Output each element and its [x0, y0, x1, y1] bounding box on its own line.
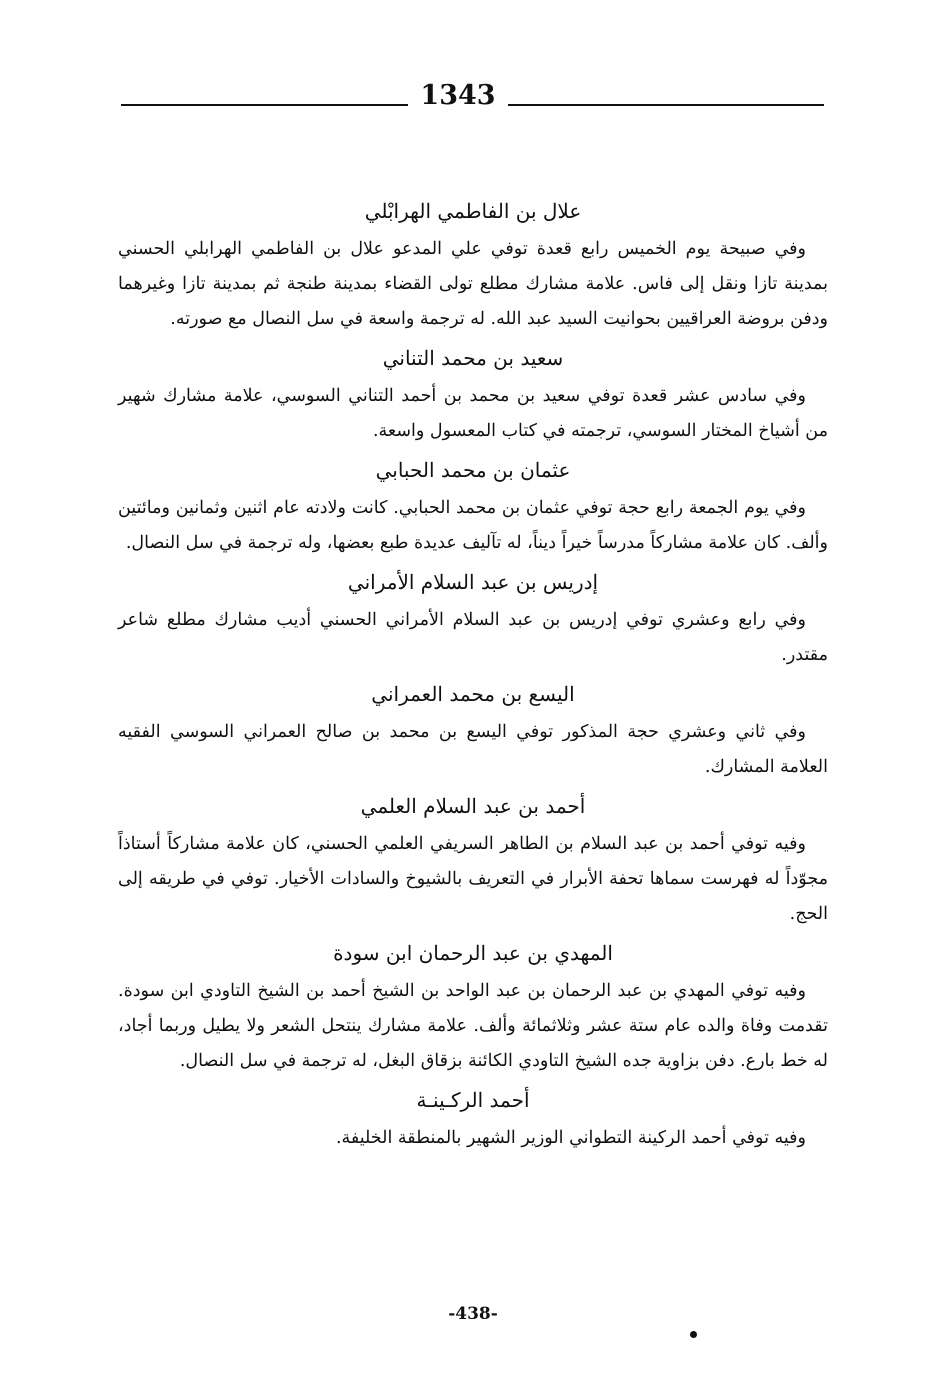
- entry-text: [118, 1121, 828, 1156]
- entry-body: وفي صبيحة يوم الخميس رابع قعدة توفي علي المدعو علال بن الفاطمي الهرابلي الحسني بمدينة تازا ونقل إلى فاس. علامة مشارك مطلع تولى القضاء بمدينة طنجة ثم بمدينة تازا وغيرهما ودفن بروضة العراقيين بحوانيت السيد عبد الله. له ترجمة واسعة في سل النصال مع صورته.: [118, 239, 828, 329]
- entry-body: وفي ثاني وعشري حجة المذكور توفي اليسع بن محمد بن صالح العمراني السوسي الفقيه العلامة المشارك.: [118, 722, 828, 777]
- entry-title: إدريس بن عبد السلام الأمراني: [347, 570, 599, 594]
- entry-body: وفي يوم الجمعة رابع حجة توفي عثمان بن محمد الحبابي. كانت ولادته عام اثنين وثمانين ومائتين وألف. كان علامة مشاركاً مدرساً خيراً ديناً، له تآليف عديدة طبع بعضها، وله ترجمة في سل النصال.: [118, 498, 828, 553]
- page-number: -438-: [448, 1304, 498, 1324]
- entry-title: عثمان بن محمد الحبابي: [375, 458, 571, 482]
- entry-title: اليسع بن محمد العمراني: [371, 682, 575, 706]
- year-heading: 1343: [420, 80, 496, 111]
- entry-title: سعيد بن محمد التناني: [382, 346, 564, 370]
- entry-text: [118, 827, 828, 932]
- entries-list: [118, 190, 828, 1156]
- entry: [118, 455, 828, 561]
- entry: [118, 1085, 828, 1156]
- entry: [118, 343, 828, 449]
- entry: [118, 791, 828, 932]
- entry-text: [118, 491, 828, 561]
- entry-text: [118, 715, 828, 785]
- entry: [118, 938, 828, 1079]
- entry-text: [118, 232, 828, 337]
- entry-body: وفي رابع وعشري توفي إدريس بن عبد السلام الأمراني الحسني أديب مشارك مطلع شاعر مقتدر.: [118, 610, 828, 665]
- entry-text: [118, 974, 828, 1079]
- entry: [118, 567, 828, 673]
- ink-dot: [690, 1331, 697, 1338]
- entry-body: وفيه توفي أحمد بن عبد السلام بن الطاهر السريفي العلمي الحسني، كان علامة مشاركاً أستاذاً مجوّداً له فهرست سماها تحفة الأبرار في التعريف بالشيوخ والسادات الأخيار. توفي في طريقه إلى الحج.: [118, 834, 828, 924]
- header-rule-left: [121, 104, 408, 106]
- page-header: [0, 78, 946, 118]
- entry-title: أحمد بن عبد السلام العلمي: [360, 794, 586, 818]
- header-rule-right: [508, 104, 824, 106]
- entry-title: أحمد الركـينـة: [416, 1088, 530, 1112]
- entry: [118, 196, 828, 337]
- entry-body: وفيه توفي أحمد الركينة التطواني الوزير الشهير بالمنطقة الخليفة.: [335, 1128, 806, 1148]
- entry-body: وفي سادس عشر قعدة توفي سعيد بن محمد بن أحمد التناني السوسي، علامة مشارك شهير من أشياخ المختار السوسي، ترجمته في كتاب المعسول واسعة.: [118, 386, 828, 441]
- entry-text: [118, 379, 828, 449]
- entry-title: المهدي بن عبد الرحمان ابن سودة: [333, 941, 613, 965]
- entry-text: [118, 603, 828, 673]
- entry: [118, 679, 828, 785]
- entry-title: علال بن الفاطمي الهرابْلي: [364, 199, 582, 223]
- entry-body: وفيه توفي المهدي بن عبد الرحمان بن عبد الواحد بن الشيخ أحمد بن الشيخ التاودي ابن سودة. تقدمت وفاة والده عام ستة عشر وثلاثمائة وألف. علامة مشارك ينتحل الشعر ولا يطيل وربما أجاد، له خط بارع. دفن بزاوية جده الشيخ التاودي الكائنة بزقاق البغل، له ترجمة في سل النصال.: [118, 981, 828, 1071]
